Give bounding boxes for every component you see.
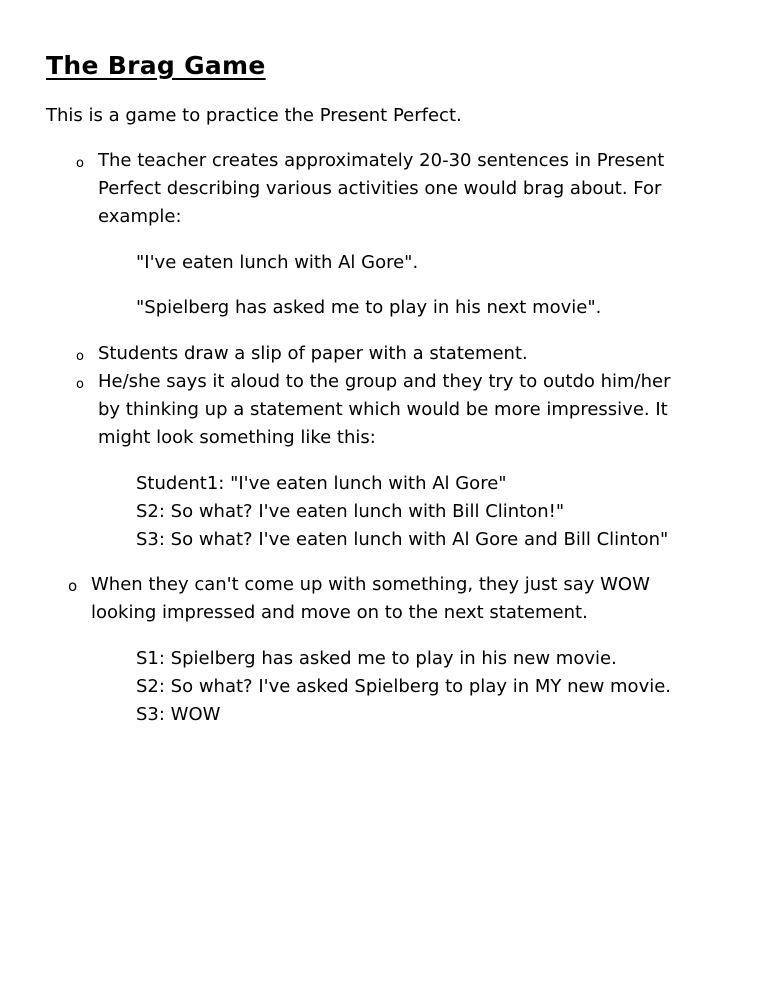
bullet-marker: o (76, 156, 84, 171)
example-quote: "Spielberg has asked me to play in his next movie". (136, 297, 602, 318)
dialogue-line: S3: WOW (136, 704, 221, 725)
list-item-line: Students draw a slip of paper with a statement. (98, 343, 528, 364)
dialogue-line: S2: So what? I've eaten lunch with Bill Clinton!" (136, 501, 565, 522)
list-item-line: Perfect describing various activities one would brag about. For (98, 178, 662, 199)
dialogue-line: S3: So what? I've eaten lunch with Al Gore and Bill Clinton" (136, 529, 669, 550)
list-item-line: by thinking up a statement which would be more impressive. It (98, 399, 668, 420)
list-item-line: looking impressed and move on to the next statement. (91, 602, 588, 623)
page-title: The Brag Game (46, 51, 266, 80)
example-quote: "I've eaten lunch with Al Gore". (136, 252, 419, 273)
bullet-marker: o (68, 577, 78, 595)
dialogue-line: S2: So what? I've asked Spielberg to play in MY new movie. (136, 676, 672, 697)
dialogue-line: S1: Spielberg has asked me to play in his new movie. (136, 648, 617, 669)
list-item-line: He/she says it aloud to the group and they try to outdo him/her (98, 371, 671, 392)
list-item-line: example: (98, 206, 182, 227)
bullet-marker: o (76, 349, 84, 364)
dialogue-line: Student1: "I've eaten lunch with Al Gore" (136, 473, 507, 494)
bullet-marker: o (76, 377, 84, 392)
intro-paragraph: This is a game to practice the Present Perfect. (46, 105, 462, 126)
list-item-line: When they can't come up with something, they just say WOW (91, 574, 650, 595)
list-item-line: The teacher creates approximately 20-30 sentences in Present (98, 150, 665, 171)
list-item-line: might look something like this: (98, 427, 376, 448)
